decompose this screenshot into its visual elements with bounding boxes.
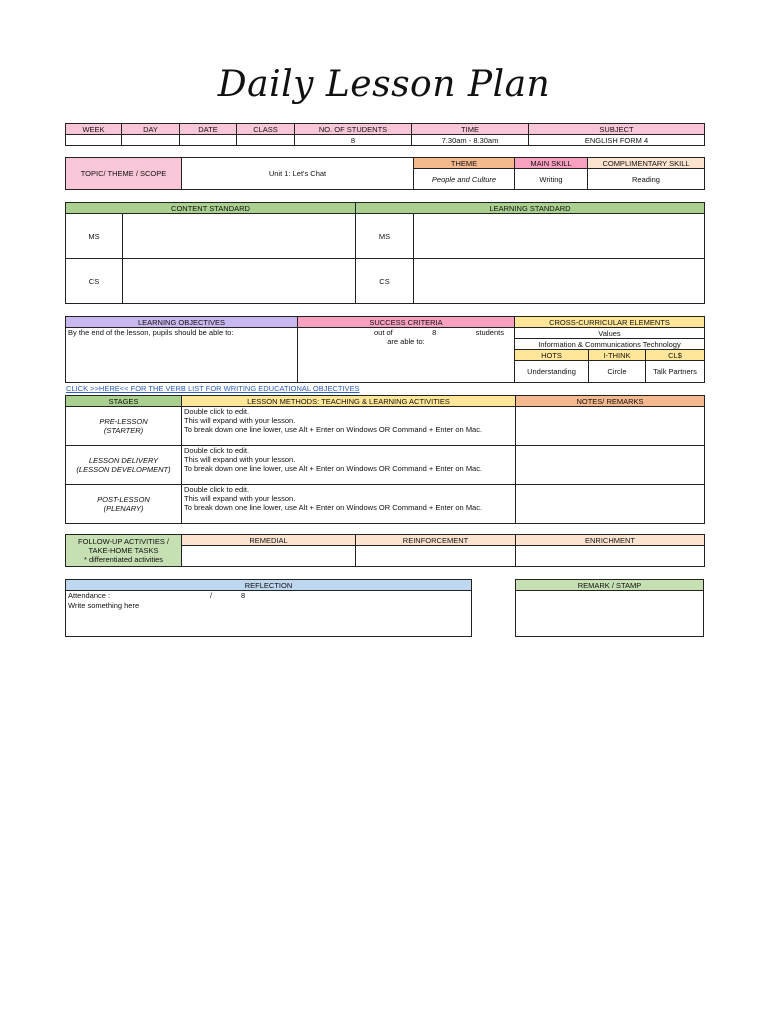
hots-label: HOTS xyxy=(515,350,589,361)
students-value[interactable]: 8 xyxy=(295,135,412,146)
comp-skill-label: COMPLIMENTARY SKILL xyxy=(588,158,705,169)
date-value[interactable] xyxy=(180,135,237,146)
time-value[interactable]: 7.30am - 8.30am xyxy=(412,135,529,146)
day-label: DAY xyxy=(122,124,180,135)
success-criteria-label: SUCCESS CRITERIA xyxy=(298,317,515,328)
attendance-slash: / xyxy=(210,591,213,600)
sc-count: 8 xyxy=(432,328,437,337)
main-skill-value[interactable]: Writing xyxy=(515,169,588,190)
learning-cs-label: CS xyxy=(356,259,414,304)
subject-label: SUBJECT xyxy=(529,124,705,135)
content-cs-label: CS xyxy=(66,259,123,304)
notes-post-lesson[interactable] xyxy=(516,485,705,524)
method-post-lesson[interactable]: Double click to edit. This will expand with your lesson. To break down one line lower, use Alt + Enter on Windows OR Command + Enter on Mac. xyxy=(182,485,516,524)
reflection-table xyxy=(65,579,472,637)
topic-table xyxy=(65,157,704,190)
reinforcement-label: REINFORCEMENT xyxy=(356,535,516,546)
cce-ict[interactable]: Information & Communications Technology xyxy=(515,339,705,350)
enrichment-label: ENRICHMENT xyxy=(516,535,705,546)
remark-stamp-label: REMARK / STAMP xyxy=(516,580,704,591)
activities-table xyxy=(65,395,704,524)
method-lesson-delivery[interactable]: Double click to edit. This will expand with your lesson. To break down one line lower, use Alt + Enter on Windows OR Command + Enter on Mac. xyxy=(182,446,516,485)
followup-label: FOLLOW-UP ACTIVITIES / TAKE-HOME TASKS * differentiated activities xyxy=(66,535,182,567)
reinforcement-value[interactable] xyxy=(356,546,516,567)
stages-label: STAGES xyxy=(66,396,182,407)
reflection-label: REFLECTION xyxy=(66,580,472,591)
hots-value[interactable]: Understanding xyxy=(515,361,589,383)
stage-post-lesson: POST-LESSON (PLENARY) xyxy=(66,485,182,524)
date-label: DATE xyxy=(180,124,237,135)
header-table xyxy=(65,123,704,146)
stage-pre-lesson: PRE-LESSON (STARTER) xyxy=(66,407,182,446)
content-standard-label: CONTENT STANDARD xyxy=(66,203,356,214)
cross-curricular-label: CROSS-CURRICULAR ELEMENTS xyxy=(515,317,705,328)
objectives-table xyxy=(65,316,704,383)
subject-value[interactable]: ENGLISH FORM 4 xyxy=(529,135,705,146)
attendance-total: 8 xyxy=(241,591,246,600)
success-criteria-cell[interactable] xyxy=(298,328,515,383)
method-pre-lesson[interactable]: Double click to edit. This will expand with your lesson. To break down one line lower, use Alt + Enter on Windows OR Command + Enter on Mac. xyxy=(182,407,516,446)
week-label: WEEK xyxy=(66,124,122,135)
topic-value[interactable]: Unit 1: Let's Chat xyxy=(182,158,414,190)
sc-out-of: out of xyxy=(374,328,393,337)
content-ms-label: MS xyxy=(66,214,123,259)
week-value[interactable] xyxy=(66,135,122,146)
class-label: CLASS xyxy=(237,124,295,135)
learning-objectives-text[interactable]: By the end of the lesson, pupils should be able to: xyxy=(66,328,298,383)
reflection-body[interactable] xyxy=(66,591,472,637)
notes-label: NOTES/ REMARKS xyxy=(516,396,705,407)
comp-skill-value[interactable]: Reading xyxy=(588,169,705,190)
learning-cs-value[interactable] xyxy=(414,259,705,304)
enrichment-value[interactable] xyxy=(516,546,705,567)
standards-table xyxy=(65,202,704,304)
day-value[interactable] xyxy=(122,135,180,146)
main-skill-label: MAIN SKILL xyxy=(515,158,588,169)
remedial-label: REMEDIAL xyxy=(182,535,356,546)
attendance-label: Attendance : xyxy=(68,591,111,600)
learning-ms-value[interactable] xyxy=(414,214,705,259)
followup-table xyxy=(65,534,704,567)
sc-able: are able to: xyxy=(387,337,425,346)
page-title: Daily Lesson Plan xyxy=(217,64,551,105)
verb-list-link[interactable]: CLICK >>HERE<< FOR THE VERB LIST FOR WRITING EDUCATIONAL OBJECTIVES xyxy=(66,384,360,393)
ithink-label: I-THINK xyxy=(589,350,646,361)
cce-values[interactable]: Values xyxy=(515,328,705,339)
content-cs-value[interactable] xyxy=(123,259,356,304)
reflection-text: Write something here xyxy=(68,601,140,610)
remark-stamp-table xyxy=(515,579,704,637)
time-label: TIME xyxy=(412,124,529,135)
stage-lesson-delivery: LESSON DELIVERY (LESSON DEVELOPMENT) xyxy=(66,446,182,485)
topic-label: TOPIC/ THEME / SCOPE xyxy=(66,158,182,190)
learning-ms-label: MS xyxy=(356,214,414,259)
sc-students: students xyxy=(475,328,504,337)
learning-objectives-label: LEARNING OBJECTIVES xyxy=(66,317,298,328)
cl-value[interactable]: Talk Partners xyxy=(646,361,705,383)
ithink-value[interactable]: Circle xyxy=(589,361,646,383)
theme-value[interactable]: People and Culture xyxy=(414,169,515,190)
theme-label: THEME xyxy=(414,158,515,169)
notes-pre-lesson[interactable] xyxy=(516,407,705,446)
students-label: NO. OF STUDENTS xyxy=(295,124,412,135)
remedial-value[interactable] xyxy=(182,546,356,567)
cl-label: CL$ xyxy=(646,350,705,361)
class-value[interactable] xyxy=(237,135,295,146)
content-ms-value[interactable] xyxy=(123,214,356,259)
methods-label: LESSON METHODS: TEACHING & LEARNING ACTIVITIES xyxy=(182,396,516,407)
notes-lesson-delivery[interactable] xyxy=(516,446,705,485)
learning-standard-label: LEARNING STANDARD xyxy=(356,203,705,214)
remark-stamp-body[interactable] xyxy=(516,591,704,637)
